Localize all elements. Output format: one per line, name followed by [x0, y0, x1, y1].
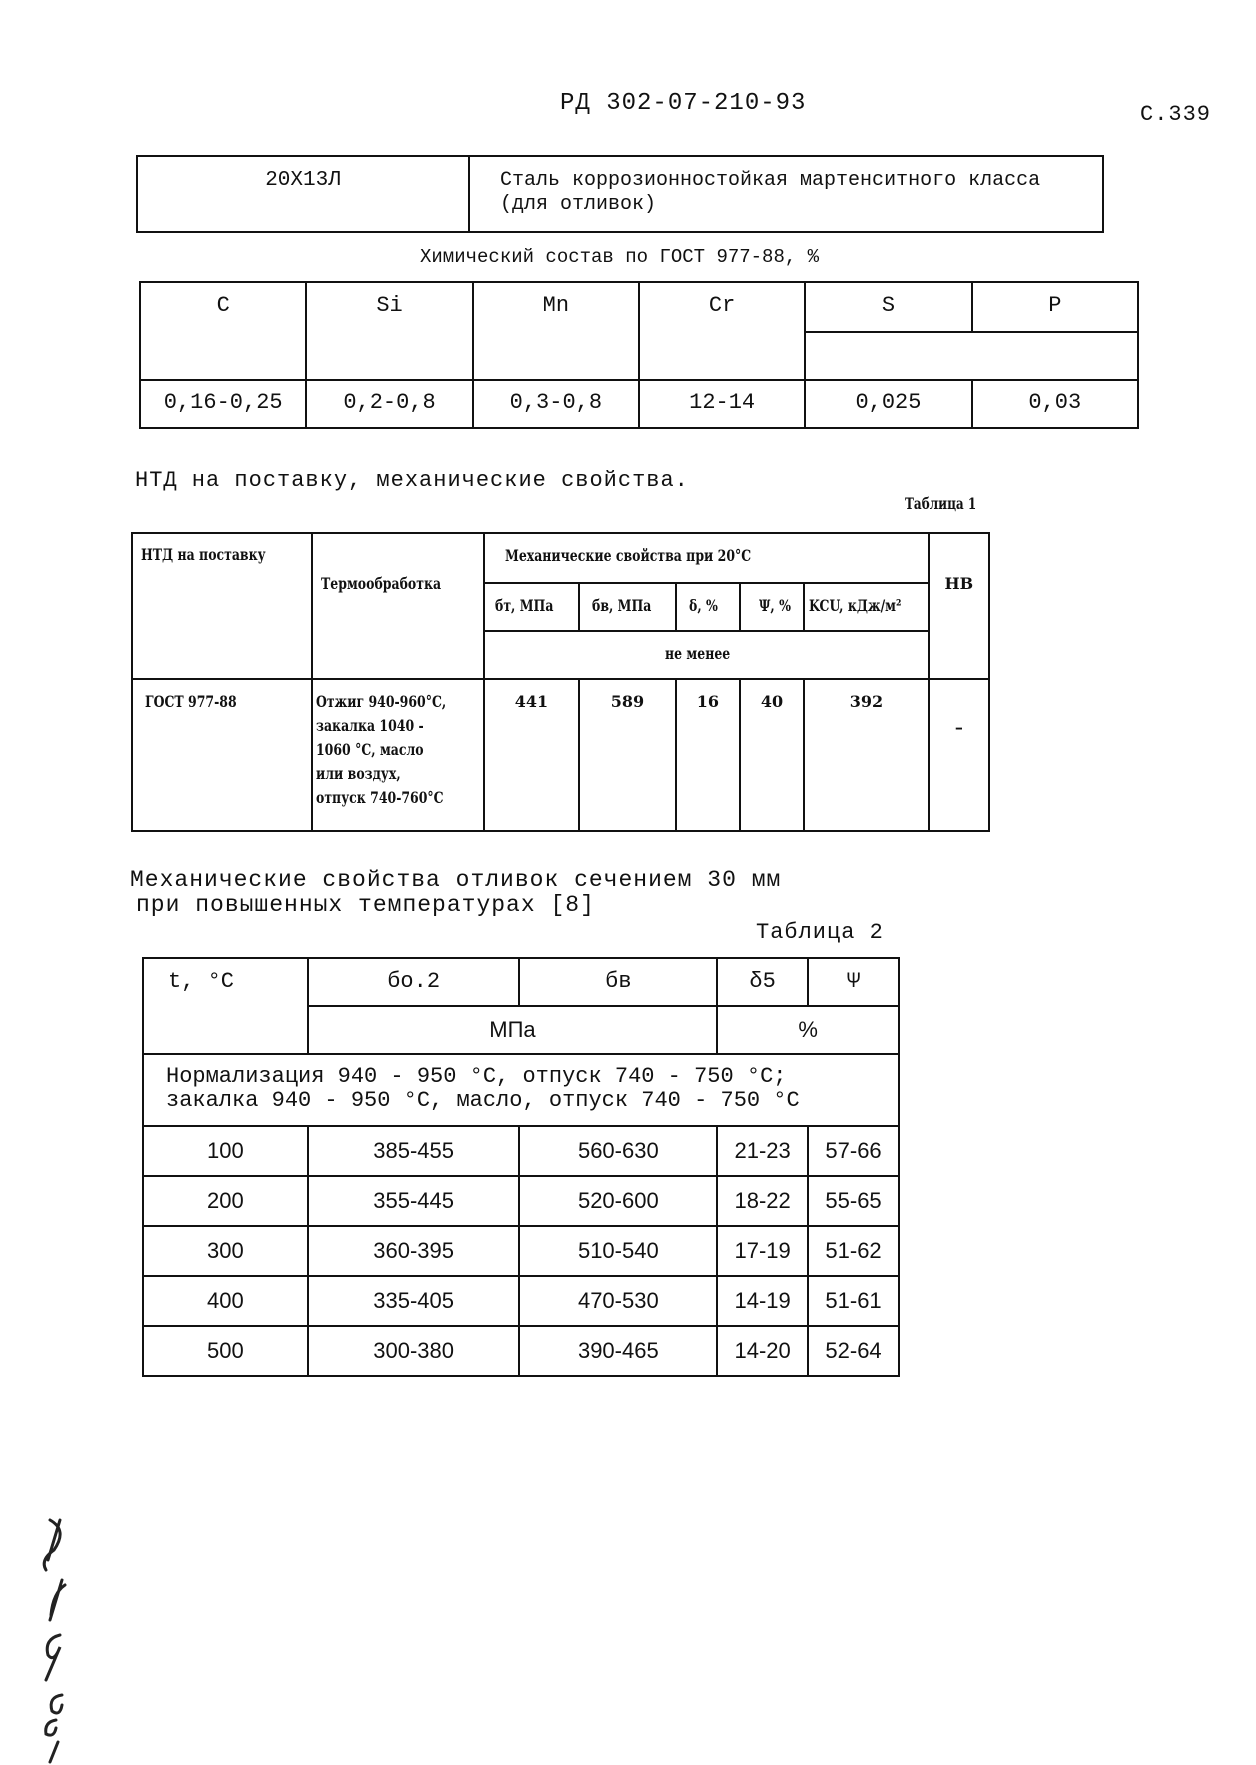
- t2-cell: 17-19: [717, 1226, 808, 1276]
- grade-table: [136, 155, 1104, 233]
- t2-cell: 14-20: [717, 1326, 808, 1376]
- chem-header-mn: Mn: [473, 282, 639, 380]
- grade-description: Сталь коррозионностойкая мартенситного класса (для отливок): [469, 156, 1103, 232]
- t1-row-delta: 16: [676, 679, 740, 831]
- chem-composition-table: [139, 281, 1139, 429]
- t1-row-ntd: ГОСТ 977-88: [132, 679, 312, 831]
- t2-cell: 51-61: [808, 1276, 899, 1326]
- t1-header-ntd: НТД на поставку: [132, 533, 312, 679]
- t1-sub-st: бт, МПа: [484, 583, 579, 631]
- chem-value-p: 0,03: [972, 380, 1138, 428]
- t1-header-hb: НВ: [929, 533, 989, 679]
- t2-cell: 52-64: [808, 1326, 899, 1376]
- t2-cell: 57-66: [808, 1126, 899, 1176]
- t1-sub-delta: δ, %: [676, 583, 740, 631]
- t2-cell: 390-465: [519, 1326, 717, 1376]
- t2-header-d5: δ5: [717, 958, 808, 1006]
- chem-title: Химический состав по ГОСТ 977-88, %: [420, 246, 820, 268]
- chem-header-s: S: [805, 282, 971, 332]
- t2-cell: 400: [143, 1276, 308, 1326]
- t2-cell: 500: [143, 1326, 308, 1376]
- t2-cell: 51-62: [808, 1226, 899, 1276]
- chem-value-cr: 12-14: [639, 380, 805, 428]
- t1-row-treatment: Отжиг 940-960°С, закалка 1040 - 1060 °С, масло или воздух, отпуск 740-760°С: [312, 679, 484, 831]
- t1-min-label: не менее: [484, 631, 929, 679]
- t2-cell: 385-455: [308, 1126, 520, 1176]
- handwritten-margin-note: [20, 1500, 80, 1765]
- chem-header-c: C: [140, 282, 306, 380]
- page-number: С.339: [1140, 102, 1212, 127]
- chem-value-si: 0,2-0,8: [306, 380, 472, 428]
- chem-header-sp-empty: [805, 332, 1138, 380]
- table2-label: Таблица 2: [756, 920, 884, 945]
- t1-row-psi: 40: [740, 679, 804, 831]
- t2-row: [143, 1276, 899, 1326]
- mechanical-properties-table-2: [142, 957, 900, 1377]
- t2-treatment: Нормализация 940 - 950 °С, отпуск 740 - 750 °С; закалка 940 - 950 °С, масло, отпуск 740 - 750 °С: [143, 1054, 899, 1126]
- chem-header-p: P: [972, 282, 1138, 332]
- t1-sub-kcu: KCU, кДж/м²: [804, 583, 929, 631]
- t1-row-sv: 589: [579, 679, 676, 831]
- chem-header-si: Si: [306, 282, 472, 380]
- t2-cell: 470-530: [519, 1276, 717, 1326]
- t1-header-treatment: Термообработка: [312, 533, 484, 679]
- table1-label: Таблица 1: [905, 494, 977, 513]
- t2-row: [143, 1126, 899, 1176]
- t2-cell: 14-19: [717, 1276, 808, 1326]
- t2-cell: 355-445: [308, 1176, 520, 1226]
- t2-unit-mpa: МПа: [308, 1006, 717, 1054]
- chem-value-mn: 0,3-0,8: [473, 380, 639, 428]
- t2-row: [143, 1226, 899, 1276]
- t2-cell: 55-65: [808, 1176, 899, 1226]
- t1-sub-psi: Ψ, %: [740, 583, 804, 631]
- t1-row-hb: –: [929, 679, 989, 831]
- t1-row-kcu: 392: [804, 679, 929, 831]
- grade-name: 20Х13Л: [137, 156, 469, 232]
- t2-header-s02: бо.2: [308, 958, 520, 1006]
- t2-header-psi: Ψ: [808, 958, 899, 1006]
- t2-cell: 18-22: [717, 1176, 808, 1226]
- t2-cell: 100: [143, 1126, 308, 1176]
- t2-row: [143, 1326, 899, 1376]
- t2-cell: 560-630: [519, 1126, 717, 1176]
- chem-header-cr: Cr: [639, 282, 805, 380]
- t2-row: [143, 1176, 899, 1226]
- document-code: РД 302-07-210-93: [560, 90, 807, 117]
- t2-cell: 520-600: [519, 1176, 717, 1226]
- chem-value-s: 0,025: [805, 380, 971, 428]
- t2-header-sv: бв: [519, 958, 717, 1006]
- t1-header-mech: Механические свойства при 20°С: [484, 533, 929, 583]
- t2-cell: 21-23: [717, 1126, 808, 1176]
- mechanical-properties-table-1: [131, 532, 990, 832]
- t2-cell: 335-405: [308, 1276, 520, 1326]
- t2-cell: 360-395: [308, 1226, 520, 1276]
- t2-cell: 200: [143, 1176, 308, 1226]
- t2-cell: 510-540: [519, 1226, 717, 1276]
- t1-row-st: 441: [484, 679, 579, 831]
- t1-sub-sv: бв, МПа: [579, 583, 676, 631]
- chem-value-c: 0,16-0,25: [140, 380, 306, 428]
- t2-cell: 300-380: [308, 1326, 520, 1376]
- ntd-title: НТД на поставку, механические свойства.: [135, 468, 689, 493]
- t2-cell: 300: [143, 1226, 308, 1276]
- t2-unit-pct: %: [717, 1006, 899, 1054]
- table2-title: Механические свойства отливок сечением 30 мм при повышенных температурах [8]: [130, 867, 782, 918]
- t2-header-temp: t, °С: [143, 958, 308, 1054]
